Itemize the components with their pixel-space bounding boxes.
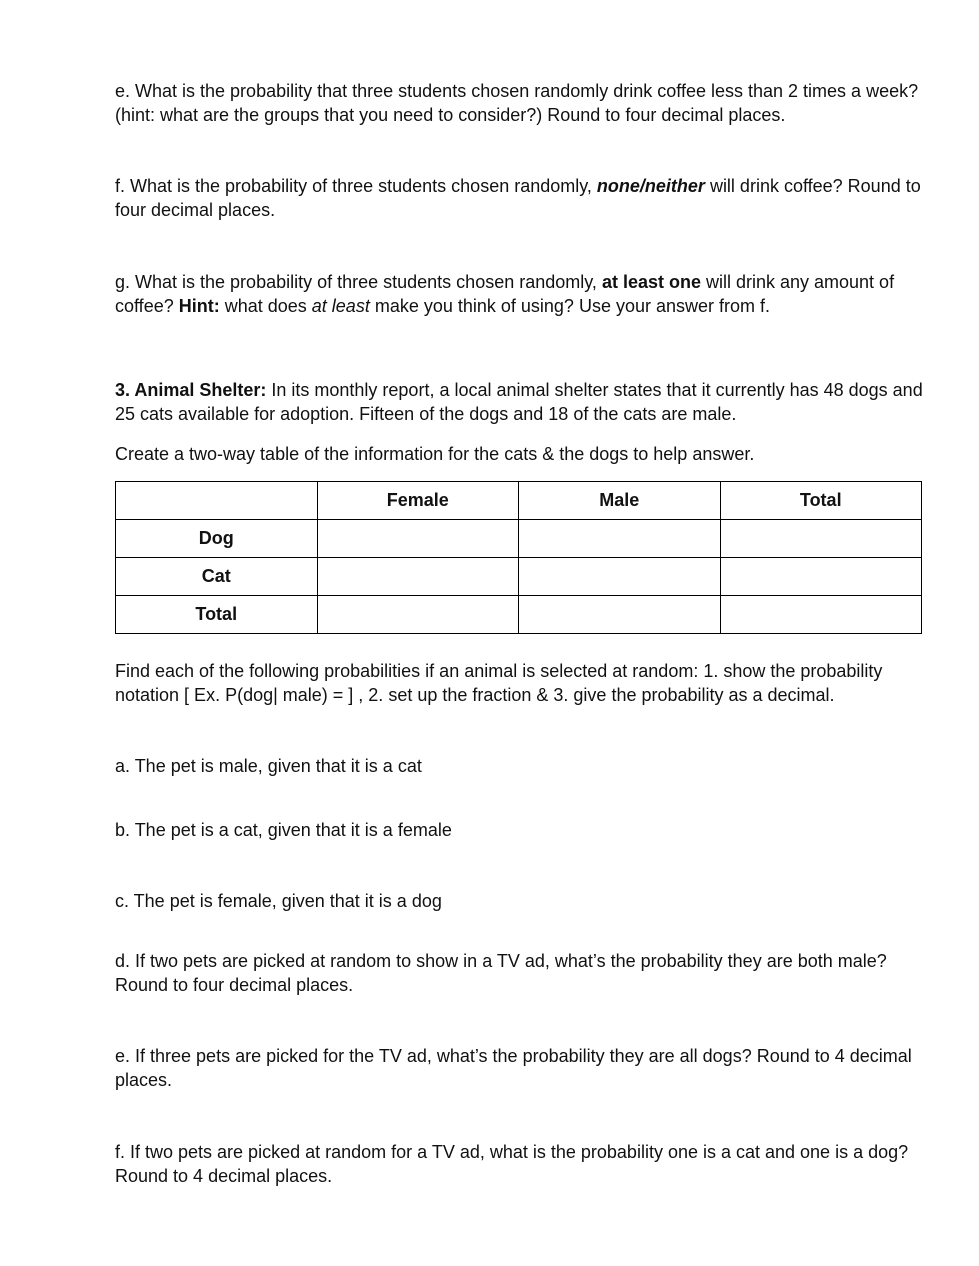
- table-prompt: [115, 443, 925, 467]
- question-3-intro: [115, 379, 925, 426]
- question-2e-text: e. What is the probability that three students chosen randomly drink coffee less than 2 times a week? (hint: what are the groups that you need to consider?) Round to four decimal places.: [115, 81, 919, 125]
- question-3b: [115, 819, 925, 843]
- table-cell-total-total[interactable]: [720, 596, 922, 634]
- probability-instructions: [115, 660, 925, 707]
- table-header-male: Male: [519, 482, 721, 520]
- question-2g-emphasis: at least one: [601, 272, 701, 292]
- table-row-label-dog: Dog: [116, 520, 318, 558]
- question-2f-text-end: will drink coffee? Round to four decimal places.: [115, 176, 921, 220]
- question-2g-hint-italic: at least: [311, 295, 370, 316]
- question-3c-text: c. The pet is female, given that it is a dog: [115, 891, 442, 911]
- table-cell-dog-total[interactable]: [720, 520, 922, 558]
- table-header-row: [116, 482, 922, 520]
- table-cell-dog-male[interactable]: [519, 520, 721, 558]
- question-2g: [115, 271, 925, 318]
- question-3d-text: d. If two pets are picked at random to show in a TV ad, what’s the probability they are both male? Round to four decimal places.: [115, 951, 887, 995]
- probability-instructions-text: Find each of the following probabilities if an animal is selected at random: 1. show the probability notation [ Ex. P(dog| male) = ] , 2. set up the fraction & 3. give the probability as a decimal.: [115, 661, 883, 705]
- question-3e: [115, 1045, 925, 1092]
- table-row-dog: [116, 520, 922, 558]
- question-3f-text: f. If two pets are picked at random for a TV ad, what is the probability one is a cat and one is a dog? Round to 4 decimal places.: [115, 1142, 909, 1186]
- question-3a: [115, 755, 925, 779]
- question-3-intro-text: In its monthly report, a local animal shelter states that it currently has 48 dogs and 25 cats available for adoption. Fifteen of the dogs and 18 of the cats are male.: [115, 380, 923, 424]
- question-2e: [115, 80, 925, 127]
- table-cell-total-male[interactable]: [519, 596, 721, 634]
- table-row-label-total: Total: [116, 596, 318, 634]
- question-2g-text-start: g. What is the probability of three students chosen randomly,: [115, 272, 602, 292]
- question-2g-text-end: make you think of using? Use your answer from f.: [369, 295, 771, 316]
- table-cell-cat-male[interactable]: [519, 558, 721, 596]
- two-way-table: [115, 481, 922, 634]
- question-2g-hint-text: what does: [219, 295, 312, 316]
- question-3d: [115, 950, 925, 997]
- question-2g-hint-label: Hint:: [178, 295, 220, 316]
- question-2g-text-mid: will drink any amount of coffee?: [115, 272, 895, 316]
- question-3e-text: e. If three pets are picked for the TV ad, what’s the probability they are all dogs? Round to 4 decimal places.: [115, 1046, 912, 1090]
- question-2f-text-start: f. What is the probability of three students chosen randomly,: [115, 176, 597, 196]
- question-3c: [115, 890, 925, 914]
- table-header-female: Female: [317, 482, 519, 520]
- question-3b-text: b. The pet is a cat, given that it is a female: [115, 820, 452, 840]
- table-cell-dog-female[interactable]: [317, 520, 519, 558]
- question-3f: [115, 1141, 925, 1188]
- table-cell-cat-total[interactable]: [720, 558, 922, 596]
- table-header-total: Total: [720, 482, 922, 520]
- table-row-label-cat: Cat: [116, 558, 318, 596]
- table-row-cat: [116, 558, 922, 596]
- question-3-heading: 3. Animal Shelter:: [115, 380, 267, 400]
- table-cell-total-female[interactable]: [317, 596, 519, 634]
- question-3a-text: a. The pet is male, given that it is a cat: [115, 756, 422, 776]
- question-2f: [115, 175, 925, 222]
- question-2f-emphasis: none/neither: [596, 176, 705, 196]
- table-cell-cat-female[interactable]: [317, 558, 519, 596]
- table-row-total: [116, 596, 922, 634]
- table-corner-cell[interactable]: [116, 482, 318, 520]
- table-prompt-text: Create a two-way table of the information for the cats & the dogs to help answer.: [115, 444, 755, 464]
